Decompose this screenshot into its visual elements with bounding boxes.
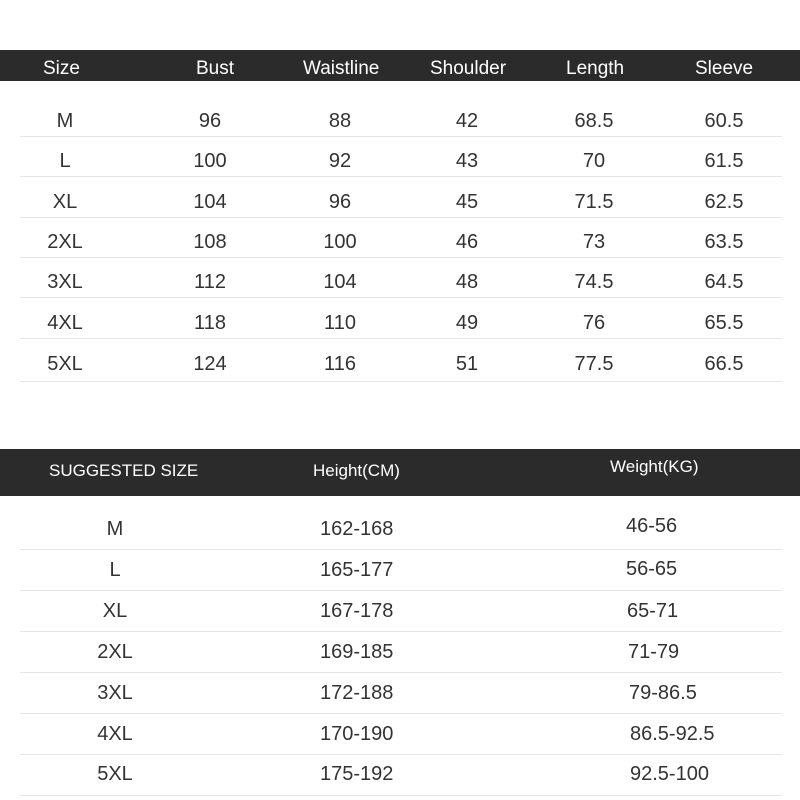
cell-shoulder: 49 bbox=[455, 312, 479, 334]
cell-weight: 92.5-100 bbox=[630, 763, 709, 785]
header-sleeve: Sleeve bbox=[695, 58, 754, 79]
cell-waistline: 88 bbox=[328, 110, 352, 132]
cell-weight: 79-86.5 bbox=[629, 682, 697, 704]
cell-shoulder: 46 bbox=[455, 231, 479, 253]
cell-length: 74.5 bbox=[574, 271, 614, 293]
cell-size: 5XL bbox=[97, 763, 133, 785]
table-row bbox=[20, 675, 782, 714]
table-row bbox=[20, 143, 782, 177]
table-row bbox=[20, 184, 782, 218]
header-waistline: Waistline bbox=[303, 58, 380, 79]
header-length: Length bbox=[566, 58, 625, 79]
header-bust: Bust bbox=[196, 58, 235, 79]
header-weight: Weight(KG) bbox=[610, 457, 699, 476]
cell-size: 3XL bbox=[47, 271, 83, 293]
cell-shoulder: 45 bbox=[455, 191, 479, 213]
table-row bbox=[20, 716, 782, 755]
cell-height: 169-185 bbox=[320, 641, 394, 663]
cell-size: L bbox=[109, 559, 121, 581]
cell-weight: 86.5-92.5 bbox=[630, 723, 715, 745]
cell-sleeve: 63.5 bbox=[704, 231, 744, 253]
cell-weight: 46-56 bbox=[626, 515, 678, 537]
cell-length: 71.5 bbox=[574, 191, 614, 213]
table-row bbox=[20, 634, 782, 673]
cell-size: 2XL bbox=[47, 231, 83, 253]
table-row bbox=[20, 103, 782, 137]
cell-sleeve: 61.5 bbox=[704, 150, 744, 172]
cell-bust: 112 bbox=[194, 271, 226, 293]
cell-length: 70 bbox=[582, 150, 606, 172]
cell-waistline: 104 bbox=[323, 271, 357, 293]
cell-shoulder: 48 bbox=[455, 271, 479, 293]
cell-height: 165-177 bbox=[320, 559, 394, 581]
cell-size: L bbox=[59, 150, 71, 172]
cell-weight: 65-71 bbox=[627, 600, 679, 622]
table-row bbox=[20, 264, 782, 298]
cell-shoulder: 51 bbox=[455, 353, 479, 375]
cell-size: XL bbox=[102, 600, 128, 622]
cell-size: 2XL bbox=[97, 641, 133, 663]
cell-shoulder: 43 bbox=[455, 150, 479, 172]
cell-weight: 56-65 bbox=[626, 558, 678, 580]
cell-waistline: 116 bbox=[324, 353, 356, 375]
cell-bust: 104 bbox=[193, 191, 227, 213]
cell-size: 3XL bbox=[97, 682, 133, 704]
cell-size: 4XL bbox=[97, 723, 133, 745]
cell-length: 76 bbox=[582, 312, 606, 334]
cell-height: 167-178 bbox=[320, 600, 394, 622]
cell-bust: 96 bbox=[198, 110, 222, 132]
cell-shoulder: 42 bbox=[455, 110, 479, 132]
cell-size: XL bbox=[52, 191, 78, 213]
cell-size: 4XL bbox=[47, 312, 83, 334]
table-row bbox=[20, 593, 782, 632]
cell-sleeve: 66.5 bbox=[704, 353, 744, 375]
cell-height: 175-192 bbox=[320, 763, 394, 785]
header-suggested-size: SUGGESTED SIZE bbox=[49, 461, 199, 480]
cell-height: 162-168 bbox=[320, 518, 394, 540]
cell-size: M bbox=[56, 110, 74, 132]
header-shoulder: Shoulder bbox=[430, 58, 507, 79]
cell-length: 68.5 bbox=[574, 110, 614, 132]
cell-waistline: 100 bbox=[323, 231, 357, 253]
table-row bbox=[20, 224, 782, 258]
cell-sleeve: 62.5 bbox=[704, 191, 744, 213]
cell-waistline: 96 bbox=[328, 191, 352, 213]
suggested-table-header bbox=[0, 449, 800, 496]
cell-sleeve: 64.5 bbox=[704, 271, 744, 293]
cell-weight: 71-79 bbox=[628, 641, 680, 663]
size-table-header bbox=[0, 50, 800, 81]
cell-bust: 118 bbox=[194, 312, 226, 334]
cell-bust: 124 bbox=[193, 353, 227, 375]
header-height: Height(CM) bbox=[313, 461, 400, 480]
cell-sleeve: 65.5 bbox=[704, 312, 744, 334]
cell-bust: 108 bbox=[193, 231, 227, 253]
cell-sleeve: 60.5 bbox=[704, 110, 744, 132]
table-row bbox=[20, 305, 782, 339]
cell-bust: 100 bbox=[193, 150, 227, 172]
table-row bbox=[20, 757, 782, 796]
cell-waistline: 92 bbox=[328, 150, 352, 172]
table-row bbox=[20, 552, 782, 591]
cell-height: 170-190 bbox=[320, 723, 394, 745]
table-row bbox=[20, 511, 782, 550]
header-size: Size bbox=[43, 58, 80, 79]
table-row bbox=[20, 346, 782, 382]
cell-length: 77.5 bbox=[574, 353, 614, 375]
cell-size: 5XL bbox=[47, 353, 83, 375]
cell-height: 172-188 bbox=[320, 682, 394, 704]
cell-length: 73 bbox=[582, 231, 606, 253]
cell-size: M bbox=[106, 518, 124, 540]
cell-waistline: 110 bbox=[324, 312, 356, 334]
